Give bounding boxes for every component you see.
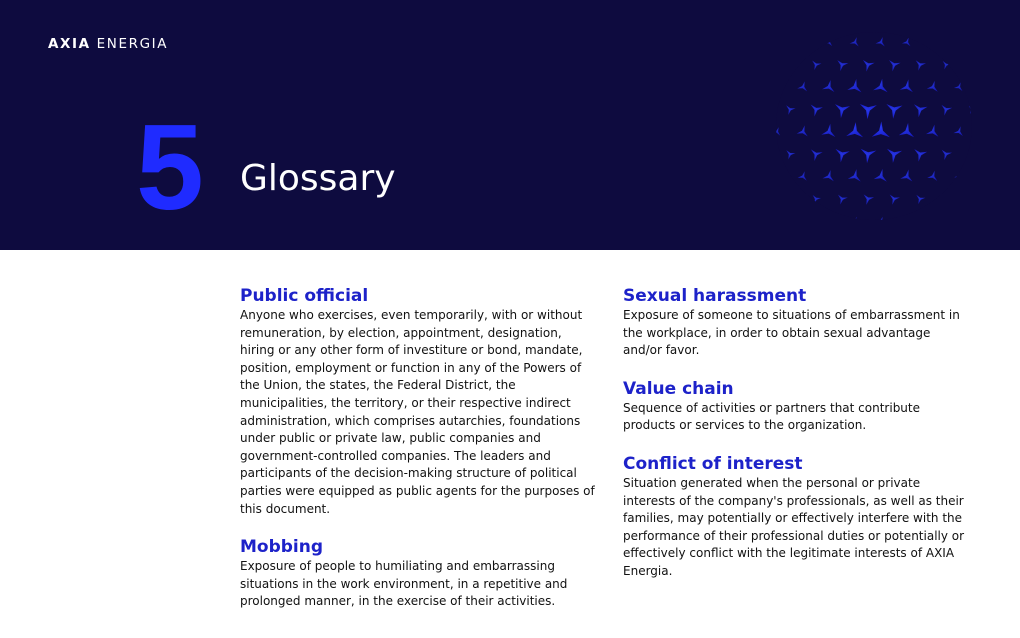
sphere-facet — [774, 173, 780, 180]
glossary-definition: Exposure of people to humiliating and embarrassing situations in the work environment, in a repetitive and prolonged manner, in the exercise of their activities. — [240, 559, 568, 609]
sphere-facet — [970, 196, 974, 203]
glossary-entry — [623, 453, 968, 581]
glossary-term: Public official — [240, 286, 369, 306]
brand-logo[interactable] — [48, 36, 168, 52]
glossary-column-right — [623, 285, 968, 595]
glossary-entry — [240, 536, 595, 611]
page-title: Glossary — [240, 158, 396, 200]
sphere-facet — [774, 83, 780, 91]
sphere-facet — [970, 62, 974, 69]
sphere-facet — [903, 217, 910, 222]
sphere-facet — [799, 218, 805, 222]
sphere-facet — [929, 218, 935, 222]
sphere-facet — [825, 217, 832, 222]
glossary-definition: Situation generated when the personal or private interests of the company's professionals, as well as their families, may potentially or effectively interfere with the performance of their professional duties or potentially or effectively conflict with the legitimate interests of AXIA Energia. — [623, 475, 965, 578]
sphere-facet — [774, 39, 779, 46]
sphere-facet — [955, 39, 961, 46]
sphere-facet — [955, 218, 961, 222]
glossary-term: Sexual harassment — [623, 286, 807, 306]
glossary-entry — [240, 285, 595, 518]
decorative-sphere-icon — [774, 30, 974, 222]
sphere-facet — [788, 196, 794, 203]
sphere-facet — [774, 218, 779, 222]
sphere-facet — [943, 195, 950, 203]
sphere-facet — [799, 39, 805, 46]
glossary-term: Mobbing — [240, 537, 324, 558]
header-banner — [0, 0, 1020, 250]
glossary-entry — [623, 378, 968, 435]
chapter-number: 5 — [136, 99, 202, 235]
sphere-facet — [929, 38, 936, 46]
sphere-facet — [787, 61, 794, 69]
glossary-definition: Sequence of activities or partners that contribute products or services to the organization. — [623, 400, 920, 433]
logo-axia: AXIA — [48, 36, 91, 52]
glossary-term: Conflict of interest — [623, 453, 803, 474]
glossary-term: Value chain — [623, 378, 734, 399]
glossary-definition: Exposure of someone to situations of embarrassment in the workplace, in order to obtain sexual advantage and/or favor. — [623, 308, 960, 358]
sphere-facet — [969, 151, 974, 159]
glossary-definition: Anyone who exercises, even temporarily, with or without remuneration, by election, appointment, designation, hiring or any other form of investiture or bond, mandate, position, employment or function in any of the Powers of the Union, the states, the Federal District, the municipalities, the territory, or their respective indirect administration, which comprises autarchies, foundations under public or private law, public companies and government-controlled companies. The leaders and participants of the decision-making structure of political parties were equipped as public agents for the purposes of this document. — [240, 308, 595, 516]
logo-energia: ENERGIA — [96, 36, 169, 52]
glossary-column-left — [240, 285, 595, 625]
glossary-entry — [623, 285, 968, 360]
